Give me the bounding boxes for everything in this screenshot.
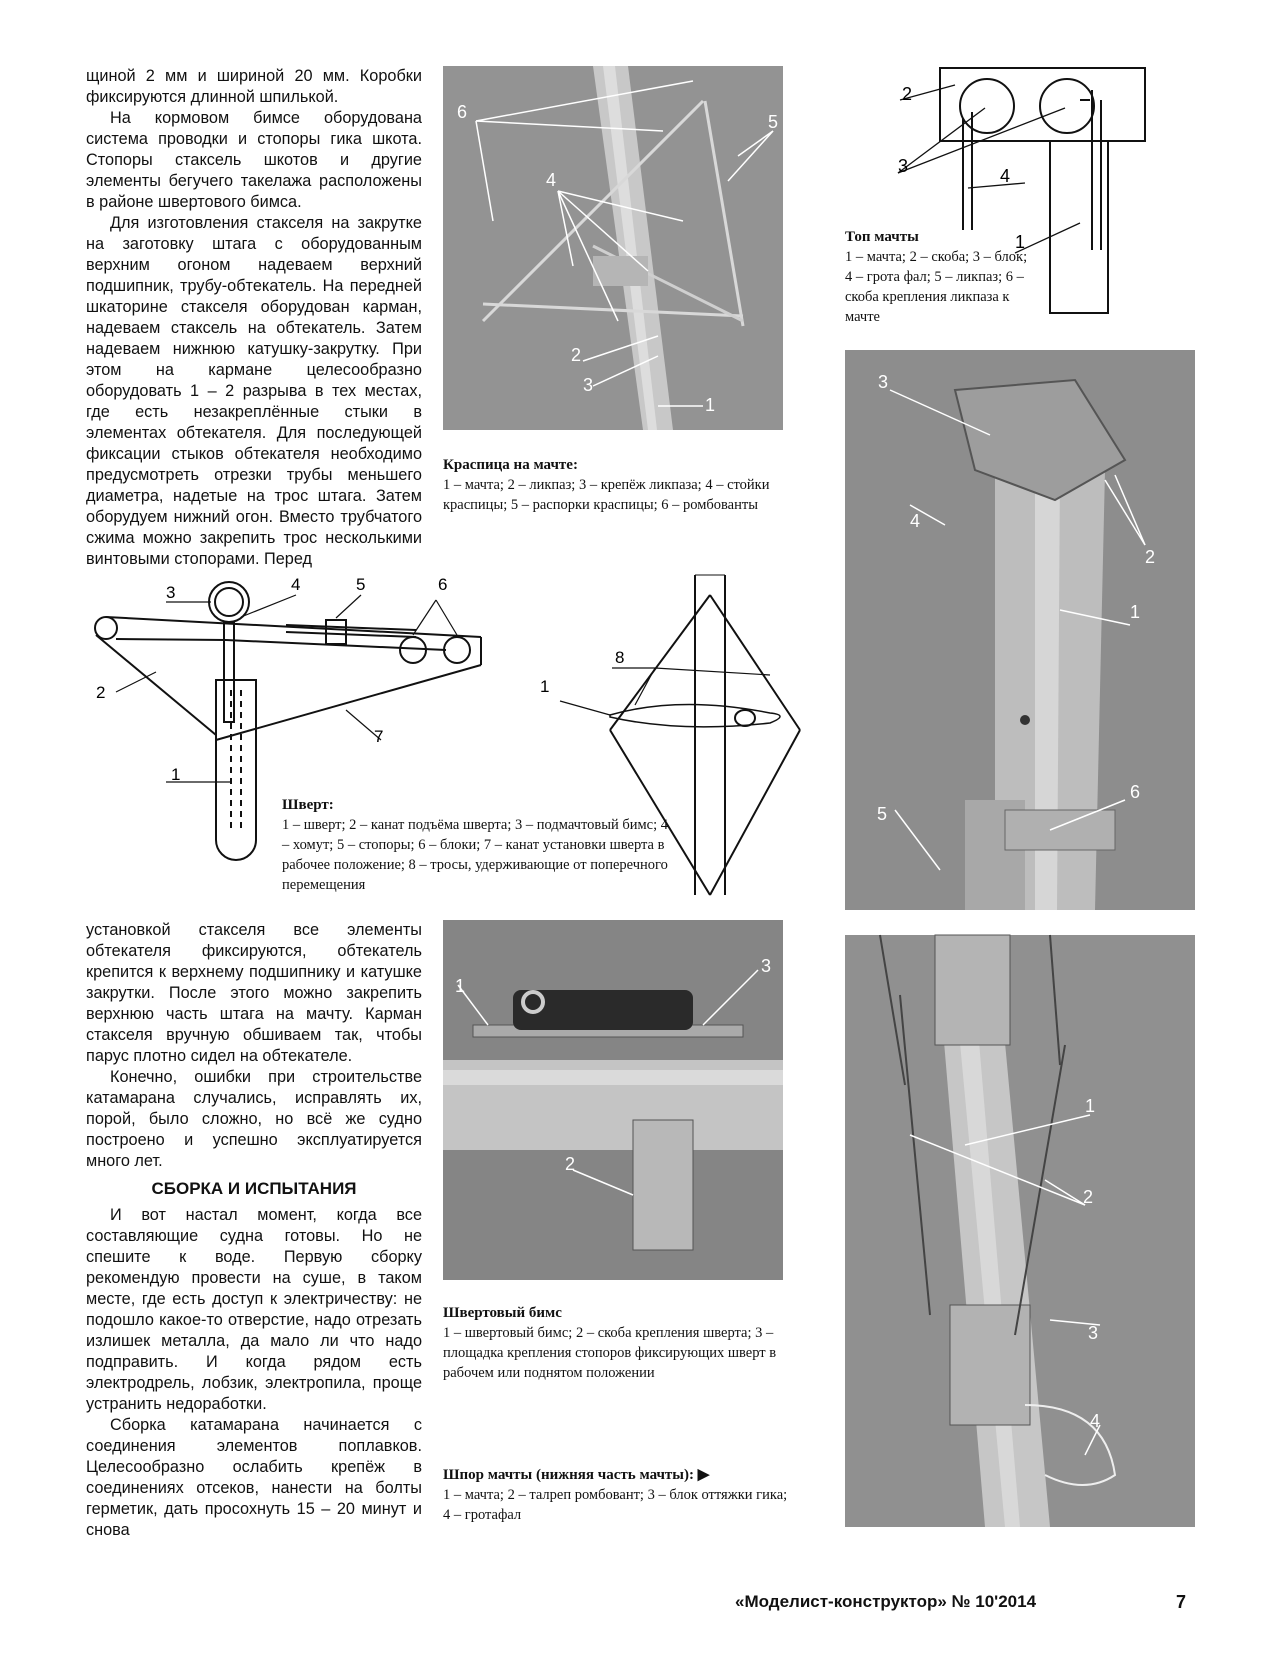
- label-2: 2: [902, 84, 913, 104]
- label-4: 4: [910, 511, 921, 531]
- photo-mast-top: [845, 350, 1195, 910]
- label-3: 3: [761, 956, 772, 976]
- caption-mast-top: [845, 227, 1035, 327]
- label-1: 1: [455, 976, 466, 996]
- label-4: 4: [291, 575, 301, 594]
- caption-title: [443, 1465, 788, 1485]
- caption-title: Швертовый бимс: [443, 1305, 562, 1321]
- label-3: 3: [166, 583, 176, 602]
- label-4: 4: [1000, 166, 1011, 186]
- label-5: 5: [768, 112, 779, 132]
- label-8: 8: [615, 648, 625, 667]
- label-1: 1: [1085, 1096, 1096, 1116]
- label-5: 5: [356, 575, 366, 594]
- label-1: 1: [705, 395, 716, 415]
- section-heading: СБОРКА И ИСПЫТАНИЯ: [151, 1179, 357, 1198]
- label-4: 4: [546, 170, 557, 190]
- caption-title-text: Шпор мачты (нижняя часть мачты):: [443, 1467, 695, 1483]
- caption-shpor: [443, 1465, 788, 1525]
- photo-shpor-drawing: [845, 935, 1195, 1527]
- paragraph: Конечно, ошибки при строительстве катамарана случались, исправлять их, порой, было сложно, но всё же судно построено и успешно эксплуатируется много лет.: [86, 1068, 422, 1170]
- paragraph: Сборка катамарана начинается с соединения элементов поплавков. Целесообразно ослабить крепёж в соединениях отсеков, нанести на болты герметик, дать просохнуть 15 – 20 минут и снова: [86, 1416, 422, 1539]
- label-2: 2: [96, 683, 106, 702]
- paragraph: И вот настал момент, когда все составляющие судна готовы. Но не спешите к воде. Первую сборку рекомендую провести на суше, в таком месте, где есть доступ к электричеству: не подошло какое-то отверстие, надо отрезать излишек металла, да мало ли что надо подправить. И когда рядом есть электродрель, лобзик, электропила, проще устранить недоработки.: [86, 1206, 422, 1413]
- page-number: 7: [1176, 1592, 1187, 1612]
- photo-kraspitsa: [443, 66, 783, 430]
- label-2: 2: [1145, 547, 1156, 567]
- caption-kraspitsa: [443, 455, 788, 515]
- caption-title: Шверт:: [282, 797, 334, 813]
- label-2: 2: [1083, 1187, 1094, 1207]
- caption-text: 1 – мачта; 2 – ликпаз; 3 – крепёж ликпаза; 4 – стойки краспицы; 5 – распорки краспицы; 6 – ромбованты: [443, 477, 770, 513]
- label-6: 6: [457, 102, 468, 122]
- label-4: 4: [1090, 1411, 1101, 1431]
- label-3: 3: [878, 372, 889, 392]
- caption-text: 1 – шверт; 2 – канат подъёма шверта; 3 – подмачтовый бимс; 4 – хомут; 5 – стопоры; 6 – блоки; 7 – канат установки шверта в рабочее положение; 8 – тросы, удерживающие от поперечного перемещения: [282, 817, 668, 893]
- paragraph: щиной 2 мм и шириной 20 мм. Коробки фиксируются длинной шпилькой.: [86, 67, 422, 106]
- paragraph: Для изготовления стакселя на закрутке на заготовку штага с оборудованным верхним огоном надеваем верхний подшипник, трубу-обтекатель. На передней шкаторине стакселя оборудован карман, надеваем стаксель на обтекатель. Затем надеваем нижнюю катушку-закрутку. При этом на кармане целесообразно оборудовать 1 – 2 разрыва в тех местах, где есть незакреплённые стыки в элементах обтекателя. Для последующей фиксации стыков обтекателя необходимо предусмотреть отрезки трубы меньшего диаметра, надетые на трос штага. Затем оборудуем нижний огон. Вместо трубчатого сжима можно закрепить трос несколькими винтовыми стопорами. Перед: [86, 214, 422, 568]
- caption-text: 1 – швертовый бимс; 2 – скоба крепления шверта; 3 – площадка крепления стопоров фиксирующих шверт в рабочем или поднятом положении: [443, 1325, 777, 1381]
- label-2: 2: [565, 1154, 576, 1174]
- photo-shvert-bims: [443, 920, 783, 1280]
- label-5: 5: [877, 804, 888, 824]
- photo-shvert-bims-drawing: [443, 920, 783, 1280]
- label-1: 1: [1015, 232, 1026, 252]
- caption-title: Топ мачты: [845, 229, 919, 245]
- label-3: 3: [583, 375, 594, 395]
- label-6: 6: [1130, 782, 1141, 802]
- label-1: 1: [1130, 602, 1141, 622]
- caption-text: 1 – мачта; 2 – талреп ромбовант; 3 – блок оттяжки гика; 4 – гротафал: [443, 1487, 788, 1523]
- label-6: 6: [438, 575, 448, 594]
- photo-kraspitsa-drawing: [443, 66, 783, 430]
- paragraph: На кормовом бимсе оборудована система проводки и стопоры гика шкота. Стопоры стаксель шкотов и другие элементы бегучего такелажа расположены в районе швертового бимса.: [86, 109, 422, 211]
- label-3: 3: [1088, 1323, 1099, 1343]
- caption-text: 1 – мачта; 2 – скоба; 3 – блок; 4 – грота фал; 5 – ликпаз; 6 – скоба крепления ликпаза к мачте: [845, 249, 1028, 325]
- caption-shvert-bims: [443, 1303, 788, 1383]
- photo-shpor: [845, 935, 1195, 1527]
- label-7: 7: [374, 727, 384, 746]
- arrow-right-icon: ▶: [697, 1467, 710, 1483]
- caption-shvert: [282, 795, 677, 895]
- paragraph: установкой стакселя все элементы обтекателя фиксируются, обтекатель крепится к верхнему подшипнику и катушке закрутки. После этого можно закрепить верхнюю часть штага на мачту. Карман стакселя вручную обшиваем так, чтобы парус плотно сидел на обтекателе.: [86, 921, 422, 1065]
- label-3: 3: [898, 156, 909, 176]
- label-2: 2: [571, 345, 582, 365]
- footer-magazine: «Моделист-конструктор» № 10'2014: [735, 1592, 1037, 1611]
- label-1: 1: [171, 765, 181, 784]
- photo-mast-top-drawing: [845, 350, 1195, 910]
- text-column-bottom: [86, 920, 422, 1541]
- text-column-top: [86, 66, 422, 570]
- caption-title: Краспица на мачте:: [443, 457, 578, 473]
- label-1: 1: [540, 677, 550, 696]
